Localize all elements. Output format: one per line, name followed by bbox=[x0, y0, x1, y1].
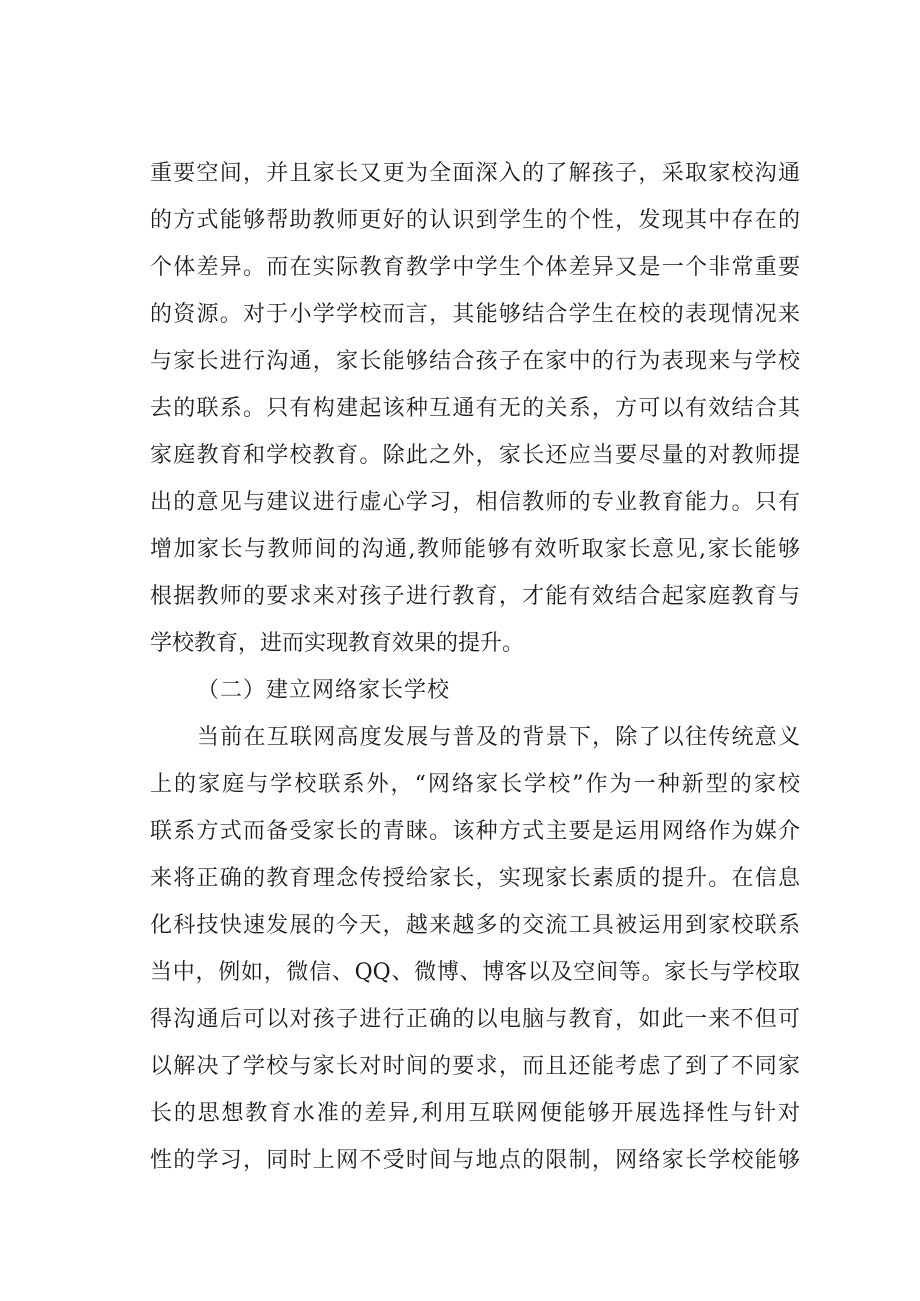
paragraph-1-line-3: 个体差异。而在实际教育教学中学生个体差异又是一个非常重要 bbox=[150, 255, 800, 280]
paragraph-1-line-5: 与家长进行沟通，家长能够结合孩子在家中的行为表现来与学校 bbox=[150, 349, 800, 374]
section-heading: （二）建立网络家长学校 bbox=[197, 678, 451, 703]
paragraph-2-line-5: 化科技快速发展的今天，越来越多的交流工具被运用到家校联系 bbox=[150, 913, 800, 938]
paragraph-2-line-10: 性的学习，同时上网不受时间与地点的限制，网络家长学校能够 bbox=[150, 1148, 800, 1173]
paragraph-2-line-3: 联系方式而备受家长的青睐。该种方式主要是运用网络作为媒介 bbox=[150, 819, 800, 844]
paragraph-2-line-8: 以解决了学校与家长对时间的要求，而且还能考虑了到了不同家 bbox=[150, 1054, 800, 1079]
paragraph-2-line-1: 当前在互联网高度发展与普及的背景下，除了以往传统意义 bbox=[197, 725, 800, 750]
paragraph-1-line-10: 根据教师的要求来对孩子进行教育，才能有效结合起家庭教育与 bbox=[150, 584, 800, 609]
paragraph-1-line-11: 学校教育，进而实现教育效果的提升。 bbox=[150, 631, 525, 656]
paragraph-2-line-6: 当中，例如，微信、QQ、微博、博客以及空间等。家长与学校取 bbox=[150, 960, 800, 985]
paragraph-1-line-6: 去的联系。只有构建起该种互通有无的关系，方可以有效结合其 bbox=[150, 396, 800, 421]
paragraph-1-line-9: 增加家长与教师间的沟通,教师能够有效听取家长意见,家长能够 bbox=[150, 537, 800, 562]
paragraph-2-line-4: 来将正确的教育理念传授给家长，实现家长素质的提升。在信息 bbox=[150, 866, 800, 891]
paragraph-1-line-4: 的资源。对于小学学校而言，其能够结合学生在校的表现情况来 bbox=[150, 302, 800, 327]
paragraph-1-line-1: 重要空间，并且家长又更为全面深入的了解孩子，采取家校沟通 bbox=[150, 161, 800, 186]
paragraph-1-line-7: 家庭教育和学校教育。除此之外，家长还应当要尽量的对教师提 bbox=[150, 443, 800, 468]
paragraph-1-line-8: 出的意见与建议进行虚心学习，相信教师的专业教育能力。只有 bbox=[150, 490, 800, 515]
paragraph-2-line-9: 长的思想教育水准的差异,利用互联网便能够开展选择性与针对 bbox=[150, 1101, 800, 1126]
paragraph-1-line-2: 的方式能够帮助教师更好的认识到学生的个性，发现其中存在的 bbox=[150, 208, 800, 233]
paragraph-2-line-7: 得沟通后可以对孩子进行正确的以电脑与教育，如此一来不但可 bbox=[150, 1007, 800, 1032]
paragraph-2-line-2: 上的家庭与学校联系外，“网络家长学校”作为一种新型的家校 bbox=[150, 772, 800, 797]
